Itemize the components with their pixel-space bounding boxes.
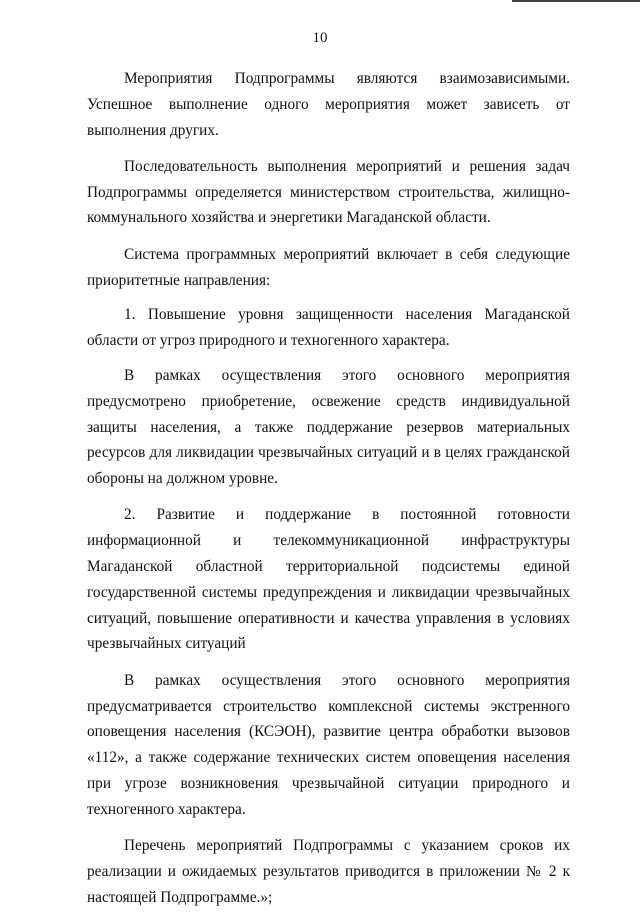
paragraph-system-intro: Система программных мероприятий включает в себя следующие приоритетные направления: — [87, 245, 570, 289]
paragraph-sequence: Последовательность выполнения мероприятий и решения задач Подпрограммы определяется министерством строительства, жилищно-коммунального хозяйства и энергетики Магаданской области. — [87, 157, 570, 227]
top-border-line — [512, 0, 640, 2]
paragraph-item-1-details: В рамках осуществления этого основного мероприятия предусмотрено приобретение, освежение средств индивидуальной защиты населения, а также поддержание резервов материальных ресурсов для ликвидации чрезвычайных ситуаций и в целях гражданской обороны на должном уровне. — [87, 366, 570, 488]
paragraph-appendix-reference: Перечень мероприятий Подпрограммы с указанием сроков их реализации и ожидаемых результатов приводится в приложении № 2 к настоящей Подпрограмме.»; — [87, 837, 570, 906]
paragraph-interdependence: Мероприятия Подпрограммы являются взаимозависимыми. Успешное выполнение одного мероприятия может зависеть от выполнения других. — [87, 70, 570, 139]
paragraph-item-1: 1. Повышение уровня защищенности населения Магаданской области от угроз природного и техногенного характера. — [87, 306, 570, 350]
paragraph-item-2: 2. Развитие и поддержание в постоянной готовности информационной и телекоммуникационной инфраструктуры Магаданской областной территориальной подсистемы единой государственной системы предупреждения и ликвидации чрезвычайных ситуаций, повышение оперативности и качества управления в условиях чрезвычайных ситуаций — [87, 506, 570, 653]
page-number: 10 — [312, 30, 328, 46]
paragraph-item-2-details: В рамках осуществления этого основного мероприятия предусматривается строительство комплексной системы экстренного оповещения населения (КСЭОН), развитие центра обработки вызовов «112», а также содержание технических систем оповещения населения при угрозе возникновения чрезвычайной ситуации природного и техногенного характера. — [87, 671, 570, 818]
document-body — [87, 66, 570, 921]
